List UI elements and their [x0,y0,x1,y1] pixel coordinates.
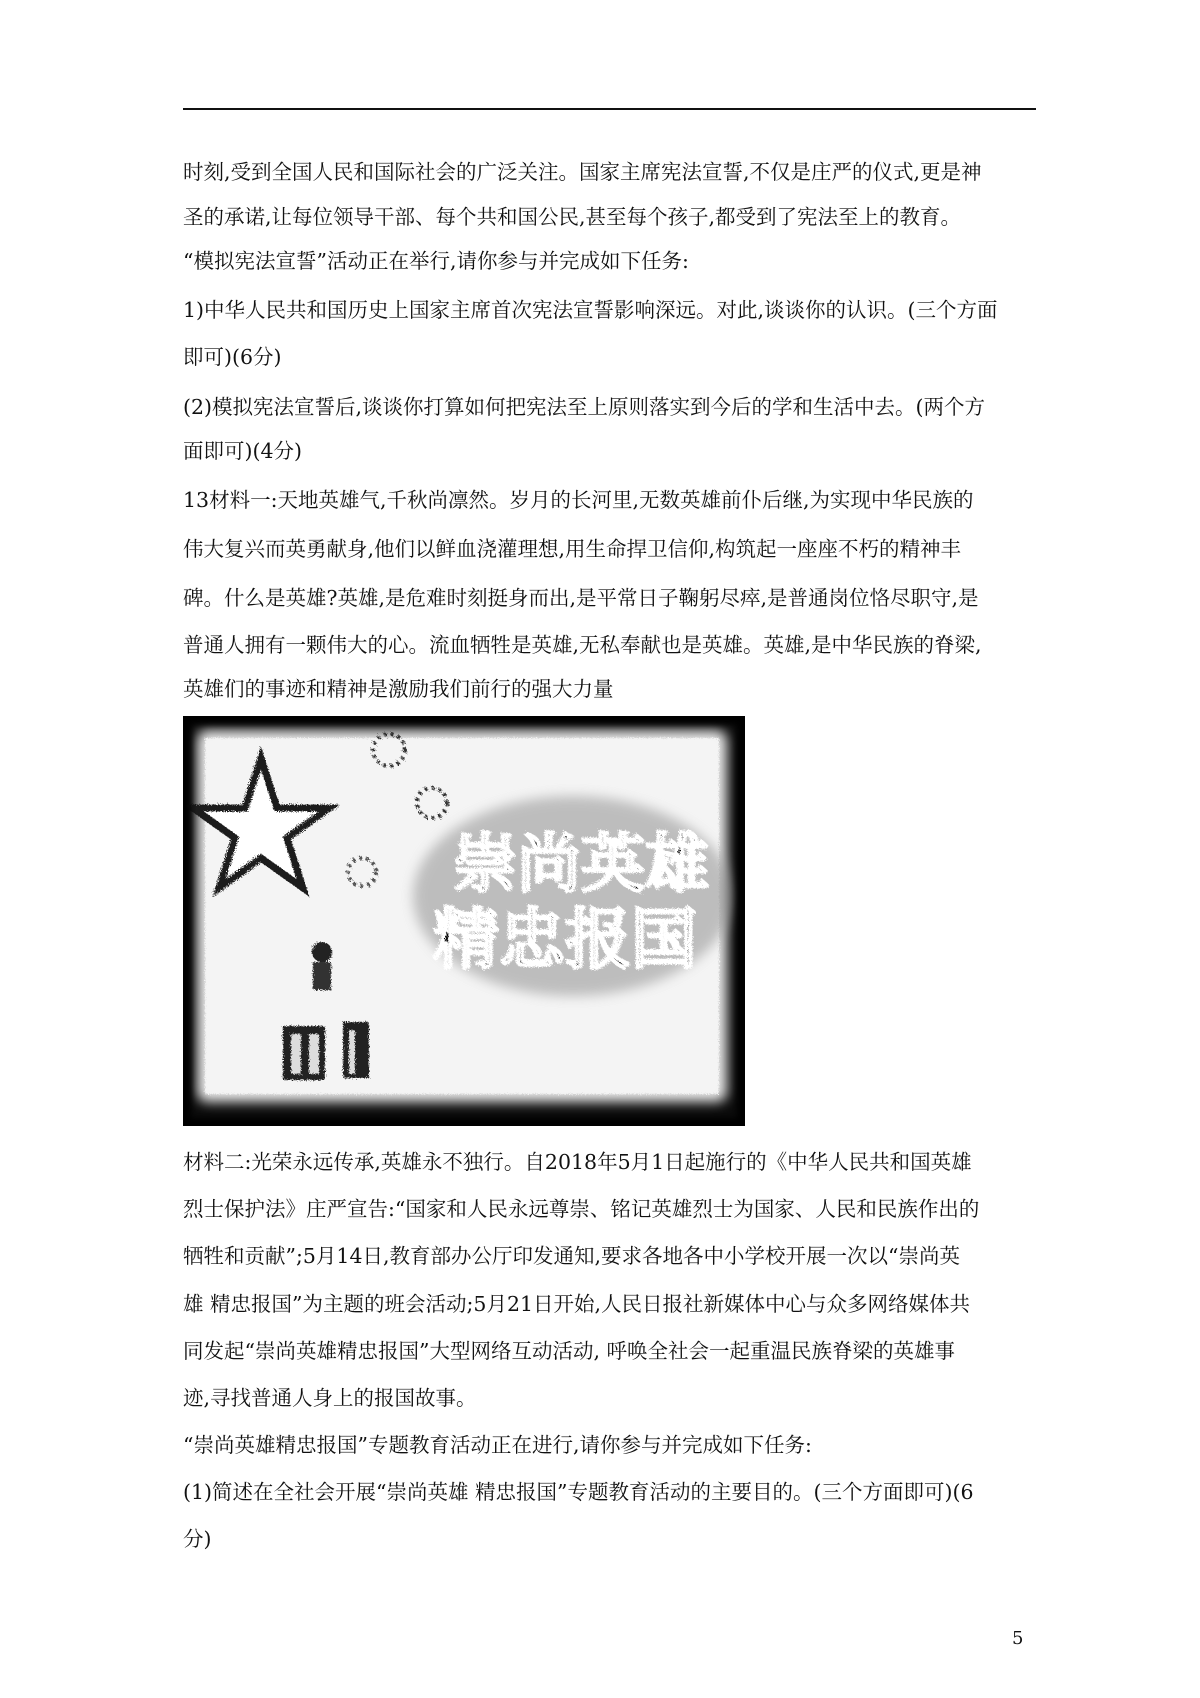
paragraph-line: “模拟宪法宣誓”活动正在举行,请你参与并完成如下任务: [183,249,689,273]
paragraph-line: 雄 精忠报国”为主题的班会活动;5月21日开始,人民日报社新媒体中心与众多网络媒体共 [183,1292,971,1316]
question-line: 面即可)(4分) [183,439,303,463]
poster-title-line1: 崇尚英雄 [453,828,709,902]
paragraph-line: 碑。什么是英雄?英雄,是危难时刻挺身而出,是平常日子鞠躬尽瘁,是普通岗位恪尽职守,是 [183,586,979,610]
poster-title [433,828,709,978]
question-line: 即可)(6分) [183,345,282,369]
poster-title-line2: 精忠报国 [433,901,697,978]
hero-poster-image [183,716,745,1126]
question-line: “崇尚英雄精忠报国”专题教育活动正在进行,请你参与并完成如下任务: [183,1433,812,1457]
question-line: (2)模拟宪法宣誓后,谈谈你打算如何把宪法至上原则落实到今后的学和生活中去。(两个方 [183,395,986,419]
paragraph-line: 材料二:光荣永远传承,英雄永不独行。自2018年5月1日起施行的《中华人民共和国英雄 [183,1150,972,1174]
page-number: 5 [1012,1628,1024,1649]
paragraph-line: 同发起“崇尚英雄精忠报国”大型网络互动活动, 呼唤全社会一起重温民族脊梁的英雄事 [183,1339,955,1363]
paragraph-line: 英雄们的事迹和精神是激励我们前行的强大力量 [183,677,614,701]
paragraph-line: 迹,寻找普通人身上的报国故事。 [183,1386,477,1410]
question-line: 1)中华人民共和国历史上国家主席首次宪法宣誓影响深远。对此,谈谈你的认识。(三个方面 [183,298,998,322]
poster-illustration [183,716,745,1126]
paragraph-line: 伟大复兴而英勇献身,他们以鲜血浇灌理想,用生命捍卫信仰,构筑起一座座不朽的精神丰 [183,537,962,561]
paragraph-line: 13材料一:天地英雄气,千秋尚凛然。岁月的长河里,无数英雄前仆后继,为实现中华民族的 [183,488,974,512]
question-line: 分) [183,1527,212,1551]
paragraph-line: 时刻,受到全国人民和国际社会的广泛关注。国家主席宪法宣誓,不仅是庄严的仪式,更是神 [183,160,982,184]
paragraph-line: 牺牲和贡献”;5月14日,教育部办公厅印发通知,要求各地各中小学校开展一次以“崇尚英 [183,1244,961,1268]
question-line: (1)简述在全社会开展“崇尚英雄 精忠报国”专题教育活动的主要目的。(三个方面即可)(6 [183,1480,974,1504]
paragraph-line: 圣的承诺,让每位领导干部、每个共和国公民,甚至每个孩子,都受到了宪法至上的教育。 [183,205,962,229]
header-rule [183,108,1036,110]
paragraph-line: 普通人拥有一颗伟大的心。流血牺牲是英雄,无私奉献也是英雄。英雄,是中华民族的脊梁, [183,633,982,657]
paragraph-line: 烈士保护法》庄严宣告:“国家和人民永远尊崇、铭记英雄烈士为国家、人民和民族作出的 [183,1197,980,1221]
